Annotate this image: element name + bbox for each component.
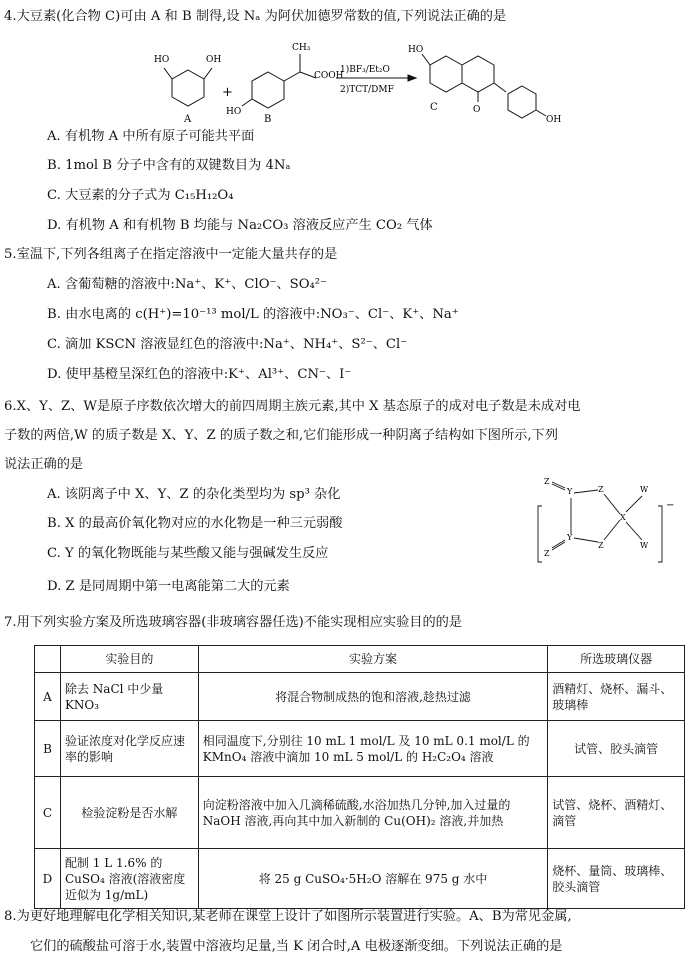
b-cooh-label: COOH — [314, 71, 344, 81]
q7-stem: 7.用下列实验方案及所选玻璃容器(非玻璃容器任选)不能实现相应实验目的的是 — [4, 615, 463, 630]
q6-option-a: A. 该阴离子中 X、Y、Z 的杂化类型均为 sp³ 杂化 — [47, 487, 341, 502]
table-cell: 烧杯、量筒、玻璃棒、胶头滴管 — [548, 849, 685, 909]
q8-stem-line-1: 8.为更好地理解电化学相关知识,某老师在课堂上设计了如图所示装置进行实验。A、B为常见金属, — [4, 909, 572, 924]
atom-y-bottom: Y — [567, 533, 573, 542]
atom-w-bottom: W — [640, 541, 649, 550]
q4-option-c: C. 大豆素的分子式为 C₁₅H₁₂O₄ — [47, 188, 234, 203]
c-ho-label: HO — [408, 45, 424, 55]
q6-stem-line-1: 6.X、Y、Z、W是原子序数依次增大的前四周期主族元素,其中 X 基态原子的成对电子数是未成对电 — [4, 399, 581, 414]
table-cell: 检验淀粉是否水解 — [60, 777, 198, 849]
label-b: B — [264, 114, 272, 124]
q6-option-b: B. X 的最高价氧化物对应的水化物是一种三元弱酸 — [47, 516, 343, 531]
table-header-cell — [35, 646, 61, 673]
table-cell: 向淀粉溶液中加入几滴稀硫酸,水浴加热几分钟,加入过量的 NaOH 溶液,再向其中加入新制的 Cu(OH)₂ 溶液,并加热 — [198, 777, 547, 849]
q4-reaction-figure — [150, 38, 570, 124]
q4-option-b: B. 1mol B 分子中含有的双键数目为 4Nₐ — [47, 158, 291, 173]
q4-option-d: D. 有机物 A 和有机物 B 均能与 Na₂CO₃ 溶液反应产生 CO₂ 气体 — [47, 218, 433, 233]
q5-stem: 5.室温下,下列各组离子在指定溶液中一定能大量共存的是 — [4, 247, 338, 262]
condition-2: 2)TCT/DMF — [340, 85, 394, 95]
table-row — [35, 673, 685, 721]
table-header-row — [35, 646, 685, 673]
table-row — [35, 777, 685, 849]
table-header-cell: 实验目的 — [60, 646, 198, 673]
q7-experiment-table — [34, 645, 685, 909]
label-a: A — [184, 114, 192, 124]
table-cell: 配制 1 L 1.6% 的 CuSO₄ 溶液(溶液密度近似为 1g/mL) — [60, 849, 198, 909]
a-ho-label: HO — [154, 55, 170, 65]
table-row — [35, 849, 685, 909]
c-o-label: O — [473, 105, 481, 115]
atom-z-bottom-left: Z — [544, 549, 550, 558]
q6-anion-structure-figure — [534, 476, 684, 578]
anion-charge: − — [666, 500, 675, 511]
label-c: C — [430, 102, 438, 113]
c-oh-label: OH — [546, 115, 562, 124]
table-cell: D — [35, 849, 61, 909]
q6-option-c: C. Y 的氧化物既能与某些酸又能与强碱发生反应 — [47, 546, 329, 561]
condition-1: 1)BF₃/Et₂O — [340, 65, 390, 75]
atom-z-top-left: Z — [544, 477, 550, 486]
table-header-cell: 所选玻璃仪器 — [548, 646, 685, 673]
plus-sign: + — [222, 85, 233, 100]
a-oh-label: OH — [206, 55, 222, 65]
table-cell: B — [35, 721, 61, 777]
table-cell: C — [35, 777, 61, 849]
table-cell: 将 25 g CuSO₄·5H₂O 溶解在 975 g 水中 — [198, 849, 547, 909]
q8-stem-line-2: 它们的硫酸盐可溶于水,装置中溶液均足量,当 K 闭合时,A 电极逐渐变细。下列说法正确的是 — [30, 939, 563, 954]
atom-y-top: Y — [567, 487, 573, 496]
b-ho-label: HO — [226, 107, 242, 117]
atom-w-top: W — [640, 485, 649, 494]
table-cell: 验证浓度对化学反应速率的影响 — [60, 721, 198, 777]
atom-x: X — [620, 513, 626, 522]
q6-stem-line-3: 说法正确的是 — [4, 457, 84, 472]
table-cell: 试管、烧杯、酒精灯、滴管 — [548, 777, 685, 849]
atom-z-bottom: Z — [598, 541, 604, 550]
b-ch3-label: CH₃ — [292, 43, 311, 53]
q5-option-b: B. 由水电离的 c(H⁺)=10⁻¹³ mol/L 的溶液中:NO₃⁻、Cl⁻、K⁺、Na⁺ — [47, 307, 459, 322]
table-cell: 试管、胶头滴管 — [548, 721, 685, 777]
q5-option-c: C. 滴加 KSCN 溶液显红色的溶液中:Na⁺、NH₄⁺、S²⁻、Cl⁻ — [47, 337, 408, 352]
table-cell: 相同温度下,分别往 10 mL 1 mol/L 及 10 mL 0.1 mol/L 的 KMnO₄ 溶液中滴加 10 mL 5 mol/L 的 H₂C₂O₄ 溶液 — [198, 721, 547, 777]
table-cell: A — [35, 673, 61, 721]
table-cell: 除去 NaCl 中少量 KNO₃ — [60, 673, 198, 721]
q4-option-a: A. 有机物 A 中所有原子可能共平面 — [47, 129, 255, 144]
q6-stem-line-2: 子数的两倍,W 的质子数是 X、Y、Z 的质子数之和,它们能形成一种阴离子结构如下图所示,下列 — [4, 428, 558, 443]
table-header-cell: 实验方案 — [198, 646, 547, 673]
q6-option-d: D. Z 是同周期中第一电离能第二大的元素 — [47, 579, 290, 594]
q5-option-a: A. 含葡萄糖的溶液中:Na⁺、K⁺、ClO⁻、SO₄²⁻ — [47, 277, 328, 292]
q5-option-d: D. 使甲基橙呈深红色的溶液中:K⁺、Al³⁺、CN⁻、I⁻ — [47, 367, 352, 382]
table-cell: 将混合物制成热的饱和溶液,趁热过滤 — [198, 673, 547, 721]
atom-z-top: Z — [598, 485, 604, 494]
q4-stem: 4.大豆素(化合物 C)可由 A 和 B 制得,设 Nₐ 为阿伏加德罗常数的值,下列说法正确的是 — [4, 9, 507, 24]
table-cell: 酒精灯、烧杯、漏斗、玻璃棒 — [548, 673, 685, 721]
table-row — [35, 721, 685, 777]
